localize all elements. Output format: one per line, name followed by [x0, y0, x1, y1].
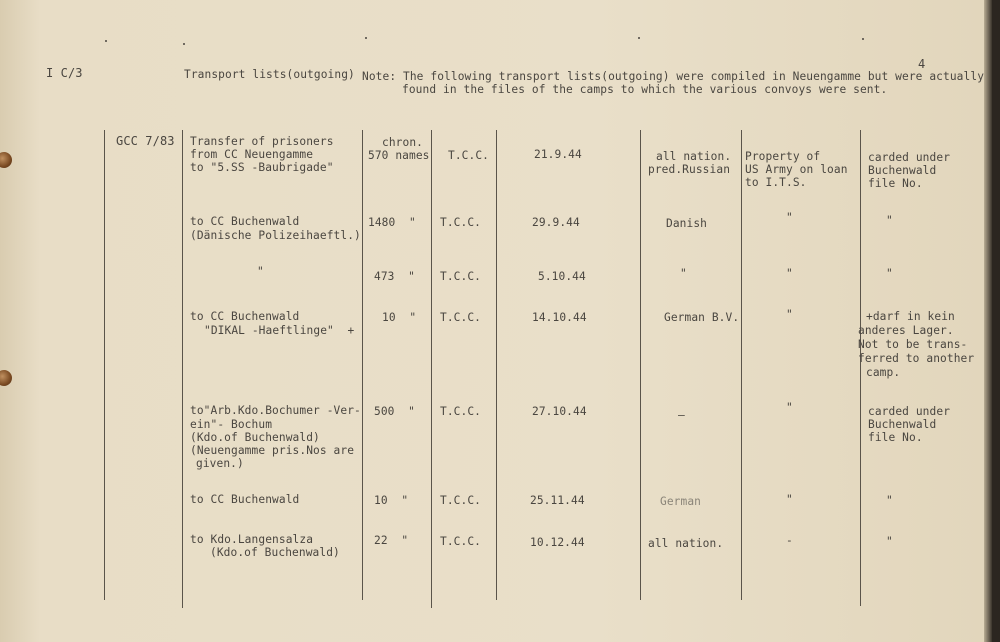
row-desc: to "5.SS -Baubrigade" — [190, 161, 334, 174]
row-desc: (Kdo.of Buchenwald) — [210, 546, 340, 559]
row-desc: (Dänische Polizeihaeftl.) — [190, 229, 361, 242]
row-date: 27.10.44 — [532, 405, 587, 418]
row-date: 5.10.44 — [538, 270, 586, 283]
column-rule — [104, 130, 105, 600]
section-title: Transport lists(outgoing) — [184, 68, 355, 81]
page-edge — [984, 0, 992, 642]
row-count: 473 " — [374, 270, 416, 283]
row-remark: carded under — [868, 405, 951, 418]
column-rule — [741, 130, 742, 600]
row-desc: from CC Neuengamme — [190, 148, 314, 161]
ink-dot — [365, 37, 367, 39]
row-desc: (Neuengamme pris.Nos are — [190, 444, 355, 457]
row-desc: to CC Buchenwald — [190, 310, 300, 323]
row-code: T.C.C. — [448, 149, 490, 162]
row-count: 500 " — [374, 405, 416, 418]
ink-dot — [862, 38, 864, 40]
row-nation: all nation. — [648, 537, 724, 550]
row-desc: to CC Buchenwald — [190, 215, 300, 228]
row-property: " — [786, 401, 793, 414]
ink-dot — [183, 43, 185, 45]
row-desc: to"Arb.Kdo.Bochumer -Ver- — [190, 404, 361, 417]
row-remark: " — [886, 494, 893, 507]
row-date: 29.9.44 — [532, 216, 580, 229]
file-ref: GCC 7/83 — [116, 134, 175, 148]
row-nation: German — [660, 495, 702, 508]
row-count: 570 names — [368, 149, 430, 162]
row-code: T.C.C. — [440, 311, 482, 324]
row-code: T.C.C. — [440, 405, 482, 418]
row-desc: to Kdo.Langensalza — [190, 533, 314, 546]
row-property: to I.T.S. — [745, 176, 807, 189]
row-remark: " — [886, 267, 893, 280]
row-desc: given.) — [196, 457, 244, 470]
column-rule — [496, 130, 497, 600]
row-remark: anderes Lager. — [858, 324, 954, 337]
row-nation: pred.Russian — [648, 163, 731, 176]
row-property: Property of — [745, 150, 821, 163]
row-nation: German B.V. — [664, 311, 740, 324]
row-code: T.C.C. — [440, 535, 482, 548]
row-count: 10 " — [382, 311, 417, 324]
row-remark: " — [886, 214, 893, 227]
row-remark: Buchenwald — [868, 418, 937, 431]
row-property: US Army on loan — [745, 163, 848, 176]
row-remark: ferred to another — [858, 352, 975, 365]
row-remark: file No. — [868, 431, 923, 444]
row-desc: " — [257, 265, 264, 278]
column-rule — [182, 130, 183, 608]
row-date: 25.11.44 — [530, 494, 585, 507]
row-nation: — — [678, 409, 685, 422]
row-property: " — [786, 211, 793, 224]
row-desc: (Kdo.of Buchenwald) — [190, 431, 320, 444]
row-count: chron. — [382, 136, 424, 149]
row-desc: "DIKAL -Haeftlinge" + — [204, 324, 355, 337]
column-rule — [362, 130, 363, 600]
row-nation: Danish — [666, 217, 708, 230]
row-remark: Buchenwald — [868, 164, 937, 177]
binding-hole — [0, 152, 12, 168]
row-remark: " — [886, 535, 893, 548]
row-desc: ein"- Bochum — [190, 418, 273, 431]
row-desc: Transfer of prisoners — [190, 135, 334, 148]
row-count: 22 " — [374, 534, 409, 547]
note-line-1: Note: The following transport lists(outgoing) were compiled in Neuengamme but were actually — [362, 70, 985, 83]
column-rule — [431, 130, 432, 608]
row-remark: file No. — [868, 177, 923, 190]
row-remark: Not to be trans- — [858, 338, 968, 351]
row-date: 14.10.44 — [532, 311, 587, 324]
row-code: T.C.C. — [440, 216, 482, 229]
ink-dot — [105, 40, 107, 42]
column-rule — [860, 130, 861, 606]
row-remark: carded under — [868, 151, 951, 164]
column-rule — [640, 130, 641, 600]
row-code: T.C.C. — [440, 494, 482, 507]
row-property: - — [786, 534, 793, 547]
page-number: 4 — [918, 57, 926, 71]
row-date: 10.12.44 — [530, 536, 585, 549]
row-count: 1480 " — [368, 216, 416, 229]
row-property: " — [786, 267, 793, 280]
row-date: 21.9.44 — [534, 148, 582, 161]
row-count: 10 " — [374, 494, 409, 507]
row-nation: " — [680, 267, 687, 280]
row-remark: camp. — [866, 366, 901, 379]
row-property: " — [786, 308, 793, 321]
row-nation: all nation. — [656, 150, 732, 163]
note-line-2: found in the files of the camps to which the various convoys were sent. — [402, 83, 888, 96]
row-desc: to CC Buchenwald — [190, 493, 300, 506]
row-property: " — [786, 493, 793, 506]
binding-hole — [0, 370, 12, 386]
ink-dot — [638, 37, 640, 39]
row-remark: +darf in kein — [866, 310, 955, 323]
ref-code: I C/3 — [46, 66, 83, 80]
row-code: T.C.C. — [440, 270, 482, 283]
